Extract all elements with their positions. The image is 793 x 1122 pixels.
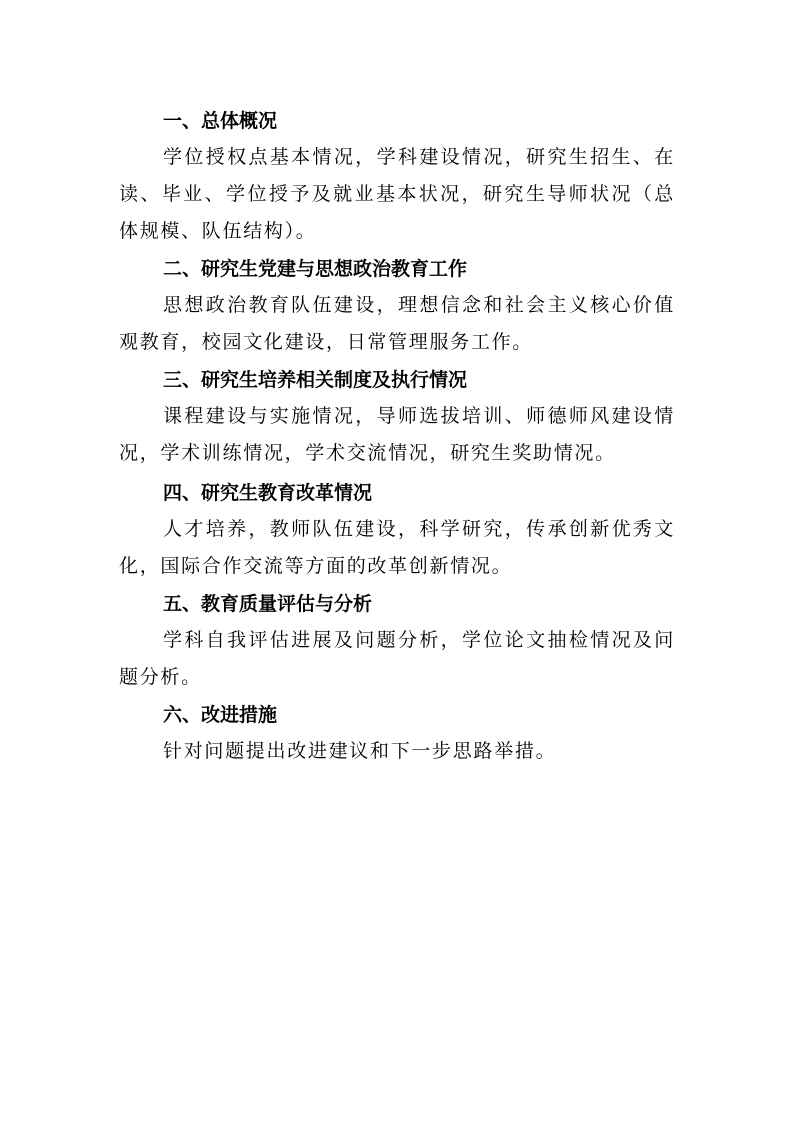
section-heading: 五、教育质量评估与分析 — [163, 593, 373, 615]
section-heading: 二、研究生党建与思想政治教育工作 — [163, 258, 468, 280]
section-heading: 一、总体概况 — [163, 110, 278, 132]
section-body: 思想政治教育队伍建设，理想信念和社会主义核心价值观教育，校园文化建设，日常管理服务工作。 — [119, 294, 675, 353]
section-body: 针对问题提出改进建议和下一步思路举措。 — [163, 740, 557, 762]
section-body: 学位授权点基本情况，学科建设情况，研究生招生、在读、毕业、学位授予及就业基本状况，研究生导师状况（总体规模、队伍结构）。 — [119, 146, 675, 242]
section-body: 人才培养，教师队伍建设，科学研究，传承创新优秀文化，国际合作交流等方面的改革创新情况。 — [119, 518, 675, 577]
section-heading: 六、改进措施 — [163, 704, 278, 726]
section-heading: 四、研究生教育改革情况 — [163, 482, 373, 504]
section-body: 课程建设与实施情况，导师选拔培训、师德师风建设情况，学术训练情况，学术交流情况，研究生奖助情况。 — [119, 405, 675, 464]
section-heading: 三、研究生培养相关制度及执行情况 — [163, 369, 468, 391]
section-body: 学科自我评估进展及问题分析，学位论文抽检情况及问题分析。 — [119, 629, 675, 688]
